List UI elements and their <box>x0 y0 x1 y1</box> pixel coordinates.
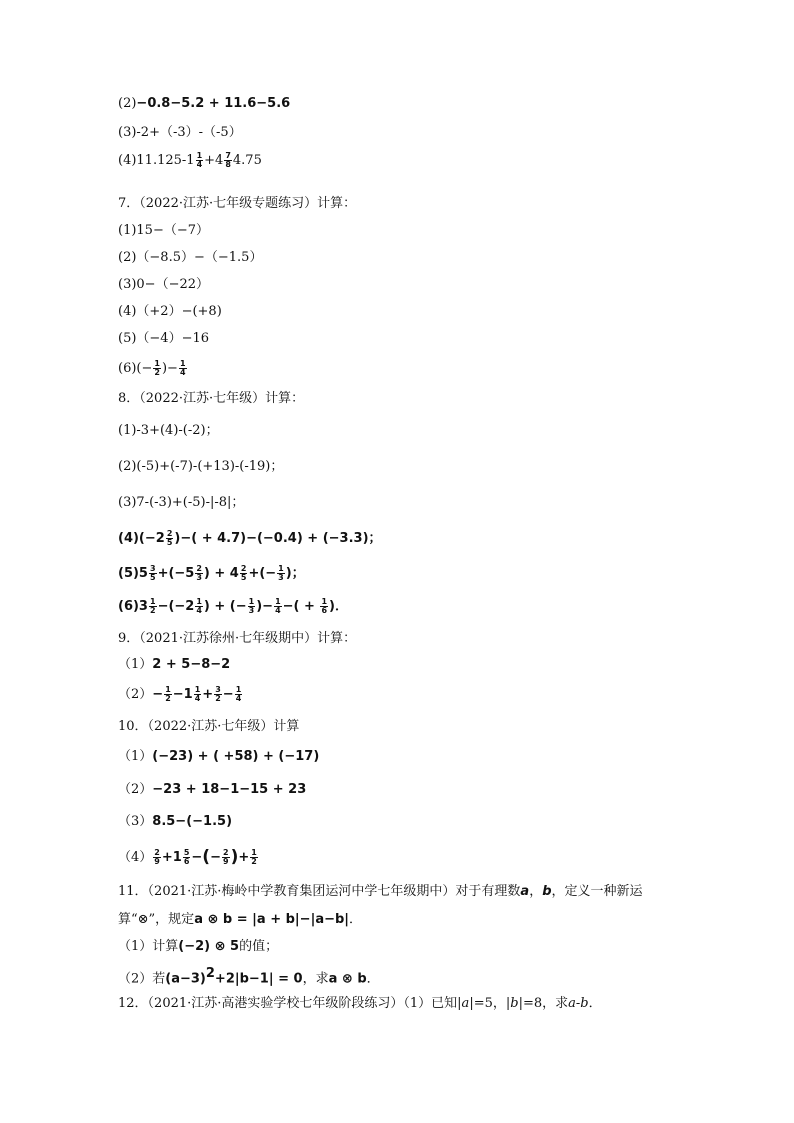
text: (4)(−2 <box>118 531 165 546</box>
den: 3 <box>278 573 284 582</box>
text: ) + (− <box>203 599 247 614</box>
label: （2） <box>118 687 153 702</box>
text: )− <box>161 361 178 376</box>
num: 2 <box>196 564 202 573</box>
fraction <box>250 849 258 866</box>
num: 1 <box>321 597 328 606</box>
problem-8-6 <box>118 598 348 616</box>
num: 2 <box>222 848 229 857</box>
den: 9 <box>222 857 229 866</box>
paren: ) <box>230 847 239 867</box>
text: |=8，求 <box>518 996 569 1011</box>
problem-8-1: (1)-3+(4)-(-2)； <box>118 423 219 438</box>
problem-7-6 <box>118 360 188 378</box>
num: 1 <box>248 597 255 606</box>
den: 4 <box>235 694 242 703</box>
num: 7 <box>225 151 231 160</box>
text: − <box>222 687 234 702</box>
text: (6)(− <box>118 361 153 376</box>
problem-8-5 <box>118 565 305 583</box>
fraction <box>194 686 202 703</box>
math: a ⊗ b = |a + b|−|a−b| <box>194 912 350 927</box>
math: −23 + 18−1−15 + 23 <box>152 782 307 797</box>
text: 11．（2021·江苏·梅岭中学教育集团运河中学七年级期中）对于有理数 <box>118 884 521 899</box>
label: （3） <box>118 814 153 829</box>
math: 2 + 5−8−2 <box>152 657 231 672</box>
text: +(−5 <box>157 566 195 581</box>
text: ， <box>529 884 543 899</box>
label: （2） <box>118 782 153 797</box>
den: 6 <box>321 606 328 615</box>
num: 1 <box>165 685 171 694</box>
text: ，求 <box>302 971 329 987</box>
den: 4 <box>179 368 186 377</box>
problem-7-1: (1)15−（−7） <box>118 223 210 238</box>
problem-6-2 <box>118 95 290 113</box>
text: + <box>238 850 250 865</box>
text: (6)3 <box>118 599 148 614</box>
fraction <box>195 598 203 615</box>
text: − <box>210 850 221 865</box>
num: 2 <box>166 529 173 538</box>
num: 1 <box>251 848 257 857</box>
fraction <box>164 686 172 703</box>
text: − <box>152 687 164 702</box>
var: a <box>520 884 530 899</box>
text: −( + <box>282 599 320 614</box>
text: )； <box>285 566 305 581</box>
num: 1 <box>196 151 203 160</box>
text: +1 <box>161 850 182 865</box>
var: b <box>510 996 519 1011</box>
problem-6-3: (3)-2+（-3）-（-5） <box>118 125 242 140</box>
num: 1 <box>196 597 202 606</box>
fraction <box>149 598 157 615</box>
problem-9-2 <box>118 686 243 704</box>
problem-7-4: (4)（+2）−(+8) <box>118 304 222 319</box>
label: （1） <box>118 749 153 764</box>
text: ． <box>588 996 602 1011</box>
text: −(−2 <box>157 599 195 614</box>
den: 4 <box>275 606 281 615</box>
math: (−2) ⊗ 5 <box>178 939 240 954</box>
num: 1 <box>275 597 281 606</box>
text: )− <box>256 599 274 614</box>
fraction <box>179 360 187 377</box>
question-11 <box>118 883 643 901</box>
num: 1 <box>278 564 284 573</box>
den: 5 <box>240 573 247 582</box>
den: 2 <box>154 368 160 377</box>
question-9: 9．（2021·江苏徐州·七年级期中）计算： <box>118 631 357 646</box>
den: 8 <box>225 160 231 169</box>
question-11-cont <box>118 911 362 929</box>
fraction <box>183 849 191 866</box>
den: 2 <box>149 606 156 615</box>
problem-10-1 <box>118 748 319 766</box>
problem-7-3: (3)0−（−22） <box>118 277 210 292</box>
num: 1 <box>194 685 201 694</box>
fraction <box>235 686 243 703</box>
text: ． <box>349 912 363 927</box>
text: 4.75 <box>232 153 262 168</box>
math: a ⊗ b <box>328 971 367 987</box>
exponent: 2 <box>205 966 215 981</box>
den: 6 <box>183 857 190 866</box>
num: 2 <box>154 848 160 857</box>
problem-8-2: (2)(-5)+(-7)-(+13)-(-19)； <box>118 459 284 474</box>
fraction <box>248 598 256 615</box>
num: 3 <box>215 685 221 694</box>
question-8: 8．（2022·江苏·七年级）计算： <box>118 391 305 406</box>
den: 5 <box>149 573 156 582</box>
problem-9-1 <box>118 656 230 674</box>
fraction <box>320 598 328 615</box>
fraction <box>149 565 157 582</box>
text: −1 <box>172 687 193 702</box>
text: 算“⊗”，规定 <box>118 912 195 927</box>
text: +4 <box>204 153 224 168</box>
problem-10-2 <box>118 781 306 799</box>
text: + <box>202 687 214 702</box>
text: (4)11.125-1 <box>118 153 195 168</box>
problem-8-4 <box>118 530 382 548</box>
problem-10-4 <box>118 849 259 867</box>
problem-11-1 <box>118 938 278 956</box>
den: 2 <box>251 857 257 866</box>
text: ． <box>366 971 380 987</box>
text: ，定义一种新运 <box>551 884 643 899</box>
label: （1） <box>118 657 153 672</box>
text: （1）计算 <box>118 939 179 954</box>
den: 3 <box>248 606 255 615</box>
var: b <box>542 884 552 899</box>
den: 4 <box>196 160 203 169</box>
question-12 <box>118 995 602 1013</box>
label: （4） <box>118 850 153 865</box>
fraction <box>153 360 161 377</box>
den: 2 <box>215 694 221 703</box>
math: +2|b−1| = 0 <box>214 971 303 987</box>
den: 2 <box>165 694 171 703</box>
den: 4 <box>194 694 201 703</box>
num: 2 <box>240 564 247 573</box>
fraction <box>240 565 248 582</box>
text: （2）若 <box>118 971 166 987</box>
problem-6-4 <box>118 152 262 170</box>
text: |=5，| <box>469 996 511 1011</box>
text: +(− <box>248 566 277 581</box>
text: ) + 4 <box>203 566 239 581</box>
fraction <box>196 152 204 169</box>
num: 1 <box>235 685 242 694</box>
fraction <box>195 565 203 582</box>
text: − <box>191 850 203 865</box>
problem-7-2: (2)（−8.5）−（−1.5） <box>118 250 263 265</box>
fraction <box>214 686 222 703</box>
fraction <box>277 565 285 582</box>
text: (5)5 <box>118 566 148 581</box>
text: )−( + 4.7)−(−0.4) + (−3.3)； <box>174 531 382 546</box>
fraction <box>222 849 230 866</box>
question-10: 10．（2022·江苏·七年级）计算 <box>118 719 300 734</box>
den: 4 <box>196 606 202 615</box>
question-7: 7．（2022·江苏·七年级专题练习）计算： <box>118 196 357 211</box>
fraction <box>274 598 282 615</box>
problem-10-3 <box>118 813 232 831</box>
label: (2) <box>118 96 137 111</box>
num: 1 <box>154 359 160 368</box>
problem-11-2 <box>118 965 380 988</box>
num: 3 <box>149 564 156 573</box>
fraction <box>166 530 174 547</box>
paren: ( <box>202 847 211 867</box>
text: 12．（2021·江苏·高港实验学校七年级阶段练习）（1）已知| <box>118 996 462 1011</box>
fraction <box>153 849 161 866</box>
problem-7-5: (5)（−4）−16 <box>118 331 210 346</box>
den: 9 <box>154 857 160 866</box>
num: 1 <box>179 359 186 368</box>
var: a-b <box>568 996 589 1011</box>
math: 8.5−(−1.5) <box>152 814 233 829</box>
den: 3 <box>196 573 202 582</box>
text: 的值； <box>239 939 279 954</box>
fraction <box>224 152 232 169</box>
math: (−23) + ( +58) + (−17) <box>152 749 320 764</box>
den: 5 <box>166 538 173 547</box>
math: −0.8−5.2 + 11.6−5.6 <box>136 96 291 111</box>
text: )． <box>329 599 348 614</box>
num: 1 <box>149 597 156 606</box>
math: (a−3) <box>165 971 206 987</box>
var: a <box>461 996 470 1011</box>
problem-8-3: (3)7-(-3)+(-5)-|-8|； <box>118 495 245 510</box>
num: 5 <box>183 848 190 857</box>
